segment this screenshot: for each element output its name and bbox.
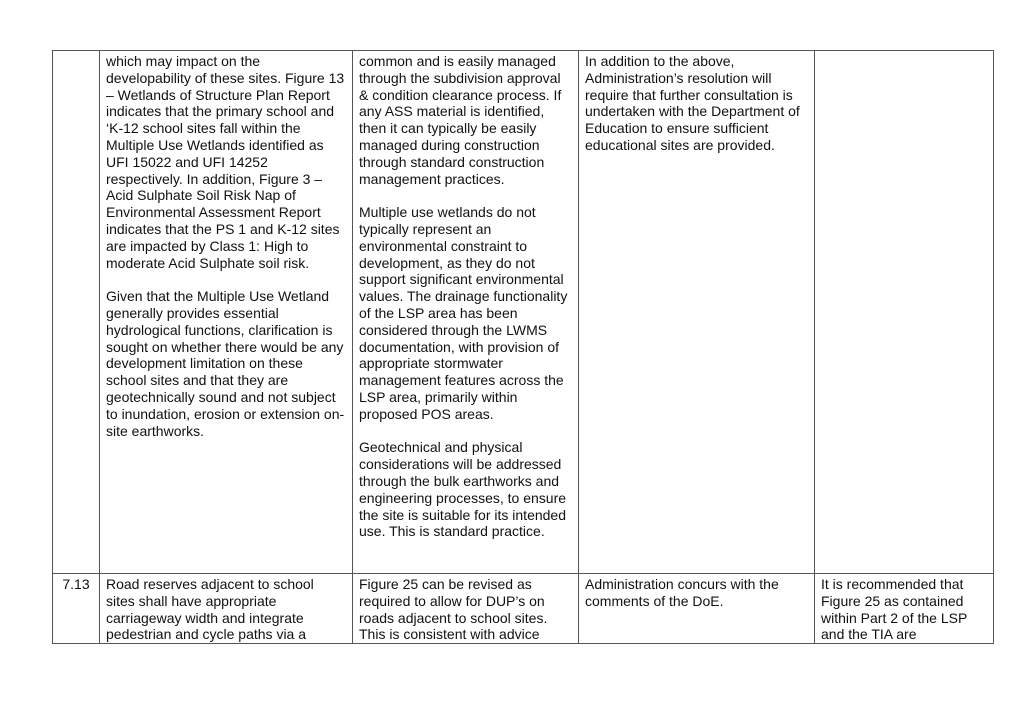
- submission-cell: [100, 51, 353, 574]
- response-cell: [353, 574, 579, 644]
- table-row: [53, 51, 994, 574]
- recommendation-cell: [815, 51, 994, 574]
- response-cell: [353, 51, 579, 574]
- administration-comment-cell: [579, 574, 815, 644]
- recommendation-cell: [815, 574, 994, 644]
- submission-paragraph: Road reserves adjacent to school sites shall have appropriate carriageway width and integrate pedestrian and cycle paths via a: [106, 576, 314, 643]
- administration-comment-cell: [579, 51, 815, 574]
- submission-paragraph: which may impact on the developability of these sites. Figure 13 – Wetlands of Structure Plan Report indicates that the primary school and ‘K-12 school sites fall within the Multiple Use Wetlands identified as UFI 15022 and UFI 14252 respectively. In addition, Figure 3 – Acid Sulphate Soil Risk Nap of Environmental Assessment Report indicates that the PS 1 and K-12 sites are impacted by Class 1: High to moderate Acid Sulphate soil risk.: [106, 53, 345, 271]
- recommendation-paragraph: It is recommended that Figure 25 as contained within Part 2 of the LSP and the TIA are: [821, 576, 968, 643]
- row-number-cell: [53, 51, 100, 574]
- administration-paragraph: Administration concurs with the comments of the DoE.: [585, 576, 779, 609]
- submissions-table: [52, 50, 994, 644]
- response-paragraph: Figure 25 can be revised as required to allow for DUP’s on roads adjacent to school sites. This is consistent with advice: [359, 576, 548, 643]
- administration-paragraph: In addition to the above, Administration’s resolution will require that further consultation is undertaken with the Department of Education to ensure sufficient educational sites are provided.: [585, 53, 800, 153]
- submission-paragraph: Given that the Multiple Use Wetland generally provides essential hydrological functions, clarification is sought on whether there would be any development limitation on these school sites and that they are geotechnically sound and not subject to inundation, erosion or extension on-site earthworks.: [106, 288, 345, 439]
- response-paragraph: common and is easily managed through the subdivision approval & condition clearance process. If any ASS material is identified, then it can typically be easily managed during construction through standard construction management practices.: [359, 53, 562, 187]
- response-paragraph: Geotechnical and physical considerations will be addressed through the bulk earthworks and engineering processes, to ensure the site is suitable for its intended use. This is standard practice.: [359, 439, 567, 540]
- table-row: [53, 574, 994, 644]
- submission-cell: [100, 574, 353, 644]
- response-paragraph: Multiple use wetlands do not typically represent an environmental constraint to development, as they do not support significant environmental values. The drainage functionality of the LSP area has been considered through the LWMS documentation, with provision of appropriate stormwater management features across the LSP area, primarily within proposed POS areas.: [359, 204, 568, 422]
- row-number-cell: 7.13: [53, 574, 100, 644]
